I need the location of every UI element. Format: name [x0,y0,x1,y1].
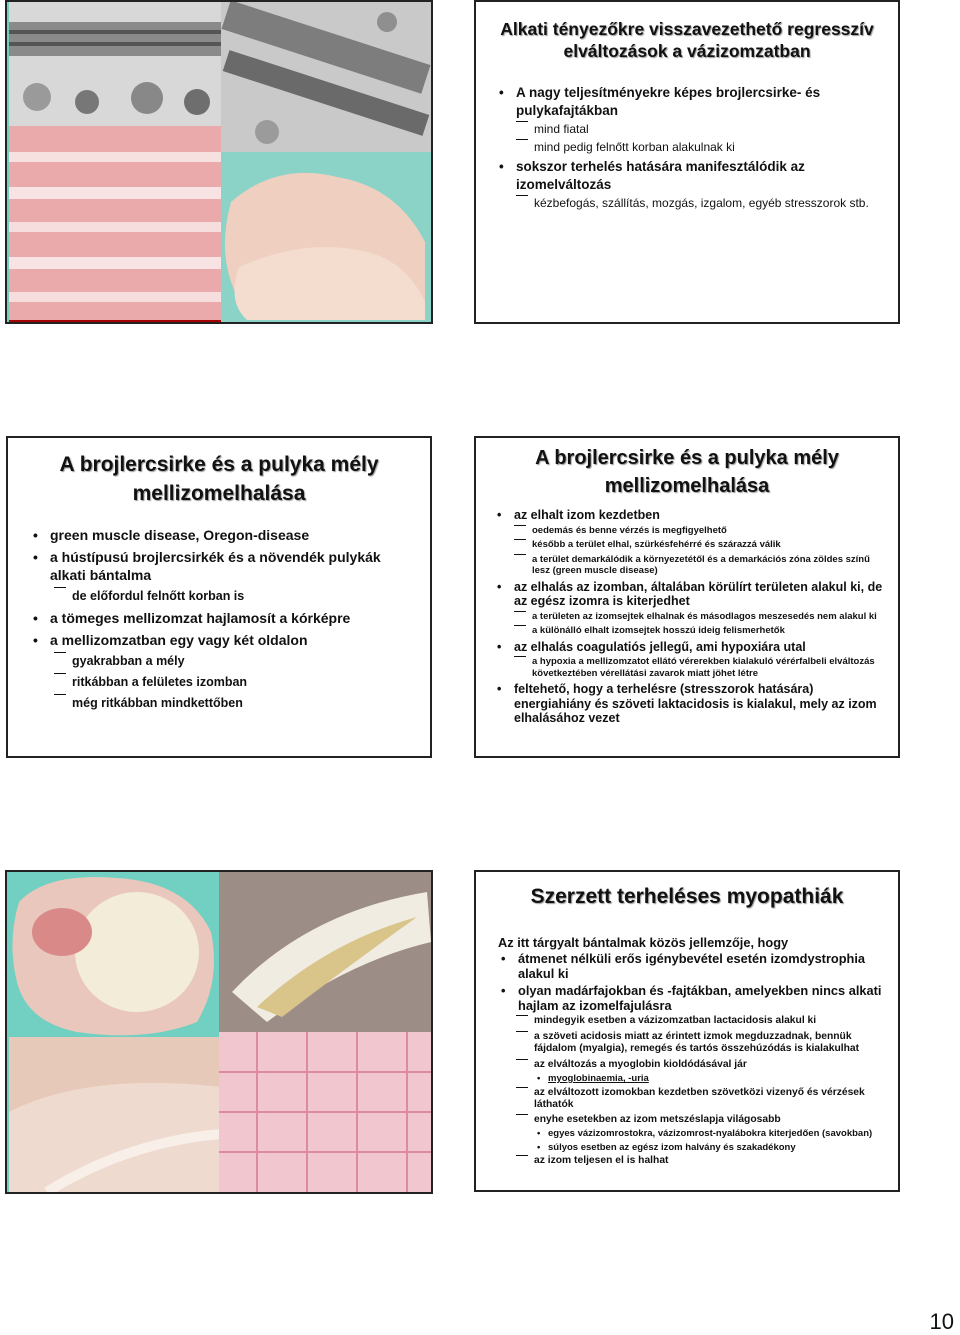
list-item: a terület demarkálódik a környezetétől és a demarkációs zóna zöldes színű lesz (green muscle disease) [514,554,884,577]
list-item: enyhe esetekben az izom metszéslapja világosabb [516,1114,888,1127]
list-item: mind pedig felnőtt korban alakulnak ki [516,139,878,157]
list-item: • az elhalt izom kezdetben [494,508,884,523]
slide-1-list [496,84,878,213]
list-item: • a hústípusú brojlercsirkék és a növendék pulykák alkati bántalma [30,548,410,584]
slide-1-title: Alkati tényezőkre visszavezethető regresszív elváltozások a vázizomzatban [500,19,874,61]
lesion-close-up-photo [219,872,431,1032]
histology-section [9,126,221,322]
list-item: • az elhalás coagulatiós jellegű, ami hypoxiára utal [494,640,884,655]
muscle-photo [221,152,431,322]
micrograph-collage [7,2,431,322]
list-item: a területen az izomsejtek elhalnak és másodlagos meszesedés nem alakul ki [514,611,884,623]
list-item: • egyes vázizomrostokra, vázizomrost-nyalábokra kiterjedően (savokban) [534,1128,888,1140]
slide-2-list [30,526,410,712]
list-item: kézbefogás, szállítás, mozgás, izgalom, egyéb stresszorok stb. [516,195,878,213]
list-item: • A nagy teljesítményekre képes brojlercsirke- és pulykafajtákban [496,84,878,119]
list-item: az izom teljesen el is halhat [516,1155,888,1168]
slide-4-intro: Az itt tárgyalt bántalmak közös jellemzője, hogy [498,935,789,950]
lesion-photo-collage [7,872,431,1192]
list-item: a különálló elhalt izomsejtek hosszú ideig felismerhetők [514,625,884,637]
pale-muscle-photo [9,1037,221,1192]
list-item: mindegyik esetben a vázizomzatban lactacidosis alakul ki [516,1015,888,1028]
list-item: • a tömeges mellizomzat hajlamosít a kórképre [30,609,410,627]
list-item: • olyan madárfajokban és -fajtákban, amelyekben nincs alkati hajlam az izomelfajulásra [498,983,888,1013]
list-item: • az elhalás az izomban, általában körülírt területen alakul ki, de az egész izomra is kiterjedhet [494,580,884,609]
list-item: mind fiatal [516,121,878,139]
list-item: • súlyos esetben az egész izom halvány és szakadékony [534,1142,888,1154]
slide-3-list [494,508,884,726]
list-item: a hypoxia a mellizomzatot ellátó vérerekben kialakuló vérérfalbeli elváltozás következtében vérellátási zavarok miatt jöhet létre [514,656,884,679]
slide-2 [6,436,432,758]
slide-1-images [5,0,433,324]
slide-3-title: A brojlercsirke és a pulyka mély mellizomelhalása [535,447,839,497]
histology-photo [219,1032,431,1192]
slide-4 [474,870,900,1192]
slide-3 [474,436,900,758]
list-item: a szöveti acidosis miatt az érintett izmok megduzzadnak, bennük fájdalom (myalgia), remegés és tartós összehúzódás is kialakulhat [516,1031,888,1056]
list-item: de előfordul felnőtt korban is [54,587,410,605]
electron-micrograph-right [221,2,431,152]
list-item: ritkábban a felületes izomban [54,673,410,691]
slide-4-body [498,935,888,1168]
list-item: később a terület elhal, szürkésfehérré és szárazzá válik [514,539,884,551]
list-item: az elváltozott izomokban kezdetben szövetközi vizenyő és vérzések láthatók [516,1087,888,1112]
list-item: az elváltozás a myoglobin kioldódásával jár [516,1059,888,1072]
list-item: oedemás és benne vérzés is megfigyelhető [514,525,884,537]
slide-1 [474,0,900,324]
list-item: • green muscle disease, Oregon-disease [30,526,410,544]
list-item: gyakrabban a mély [54,652,410,670]
page-number: 10 [929,1309,954,1334]
electron-micrograph-left [9,2,221,126]
list-item: még ritkábban mindkettőben [54,694,410,712]
slide-4-images [5,870,433,1194]
muscle-cross-section-photo [9,872,219,1037]
slide-4-title: Szerzett terheléses myopathiák [530,885,844,908]
list-item: • a mellizomzatban egy vagy két oldalon [30,631,410,649]
list-item: • myoglobinaemia, -uria [534,1073,888,1085]
list-item: • sokszor terhelés hatására manifesztálódik az izomelváltozás [496,158,878,193]
slide-2-title: A brojlercsirke és a pulyka mély mellizomelhalása [59,453,379,505]
list-item: • átmenet nélküli erős igénybevétel esetén izomdystrophia alakul ki [498,951,888,981]
list-item: • feltehető, hogy a terhelésre (stresszorok hatására) energiahiány és szöveti laktacidosis is kialakul, mely az izom elhalásához vezet [494,682,884,726]
